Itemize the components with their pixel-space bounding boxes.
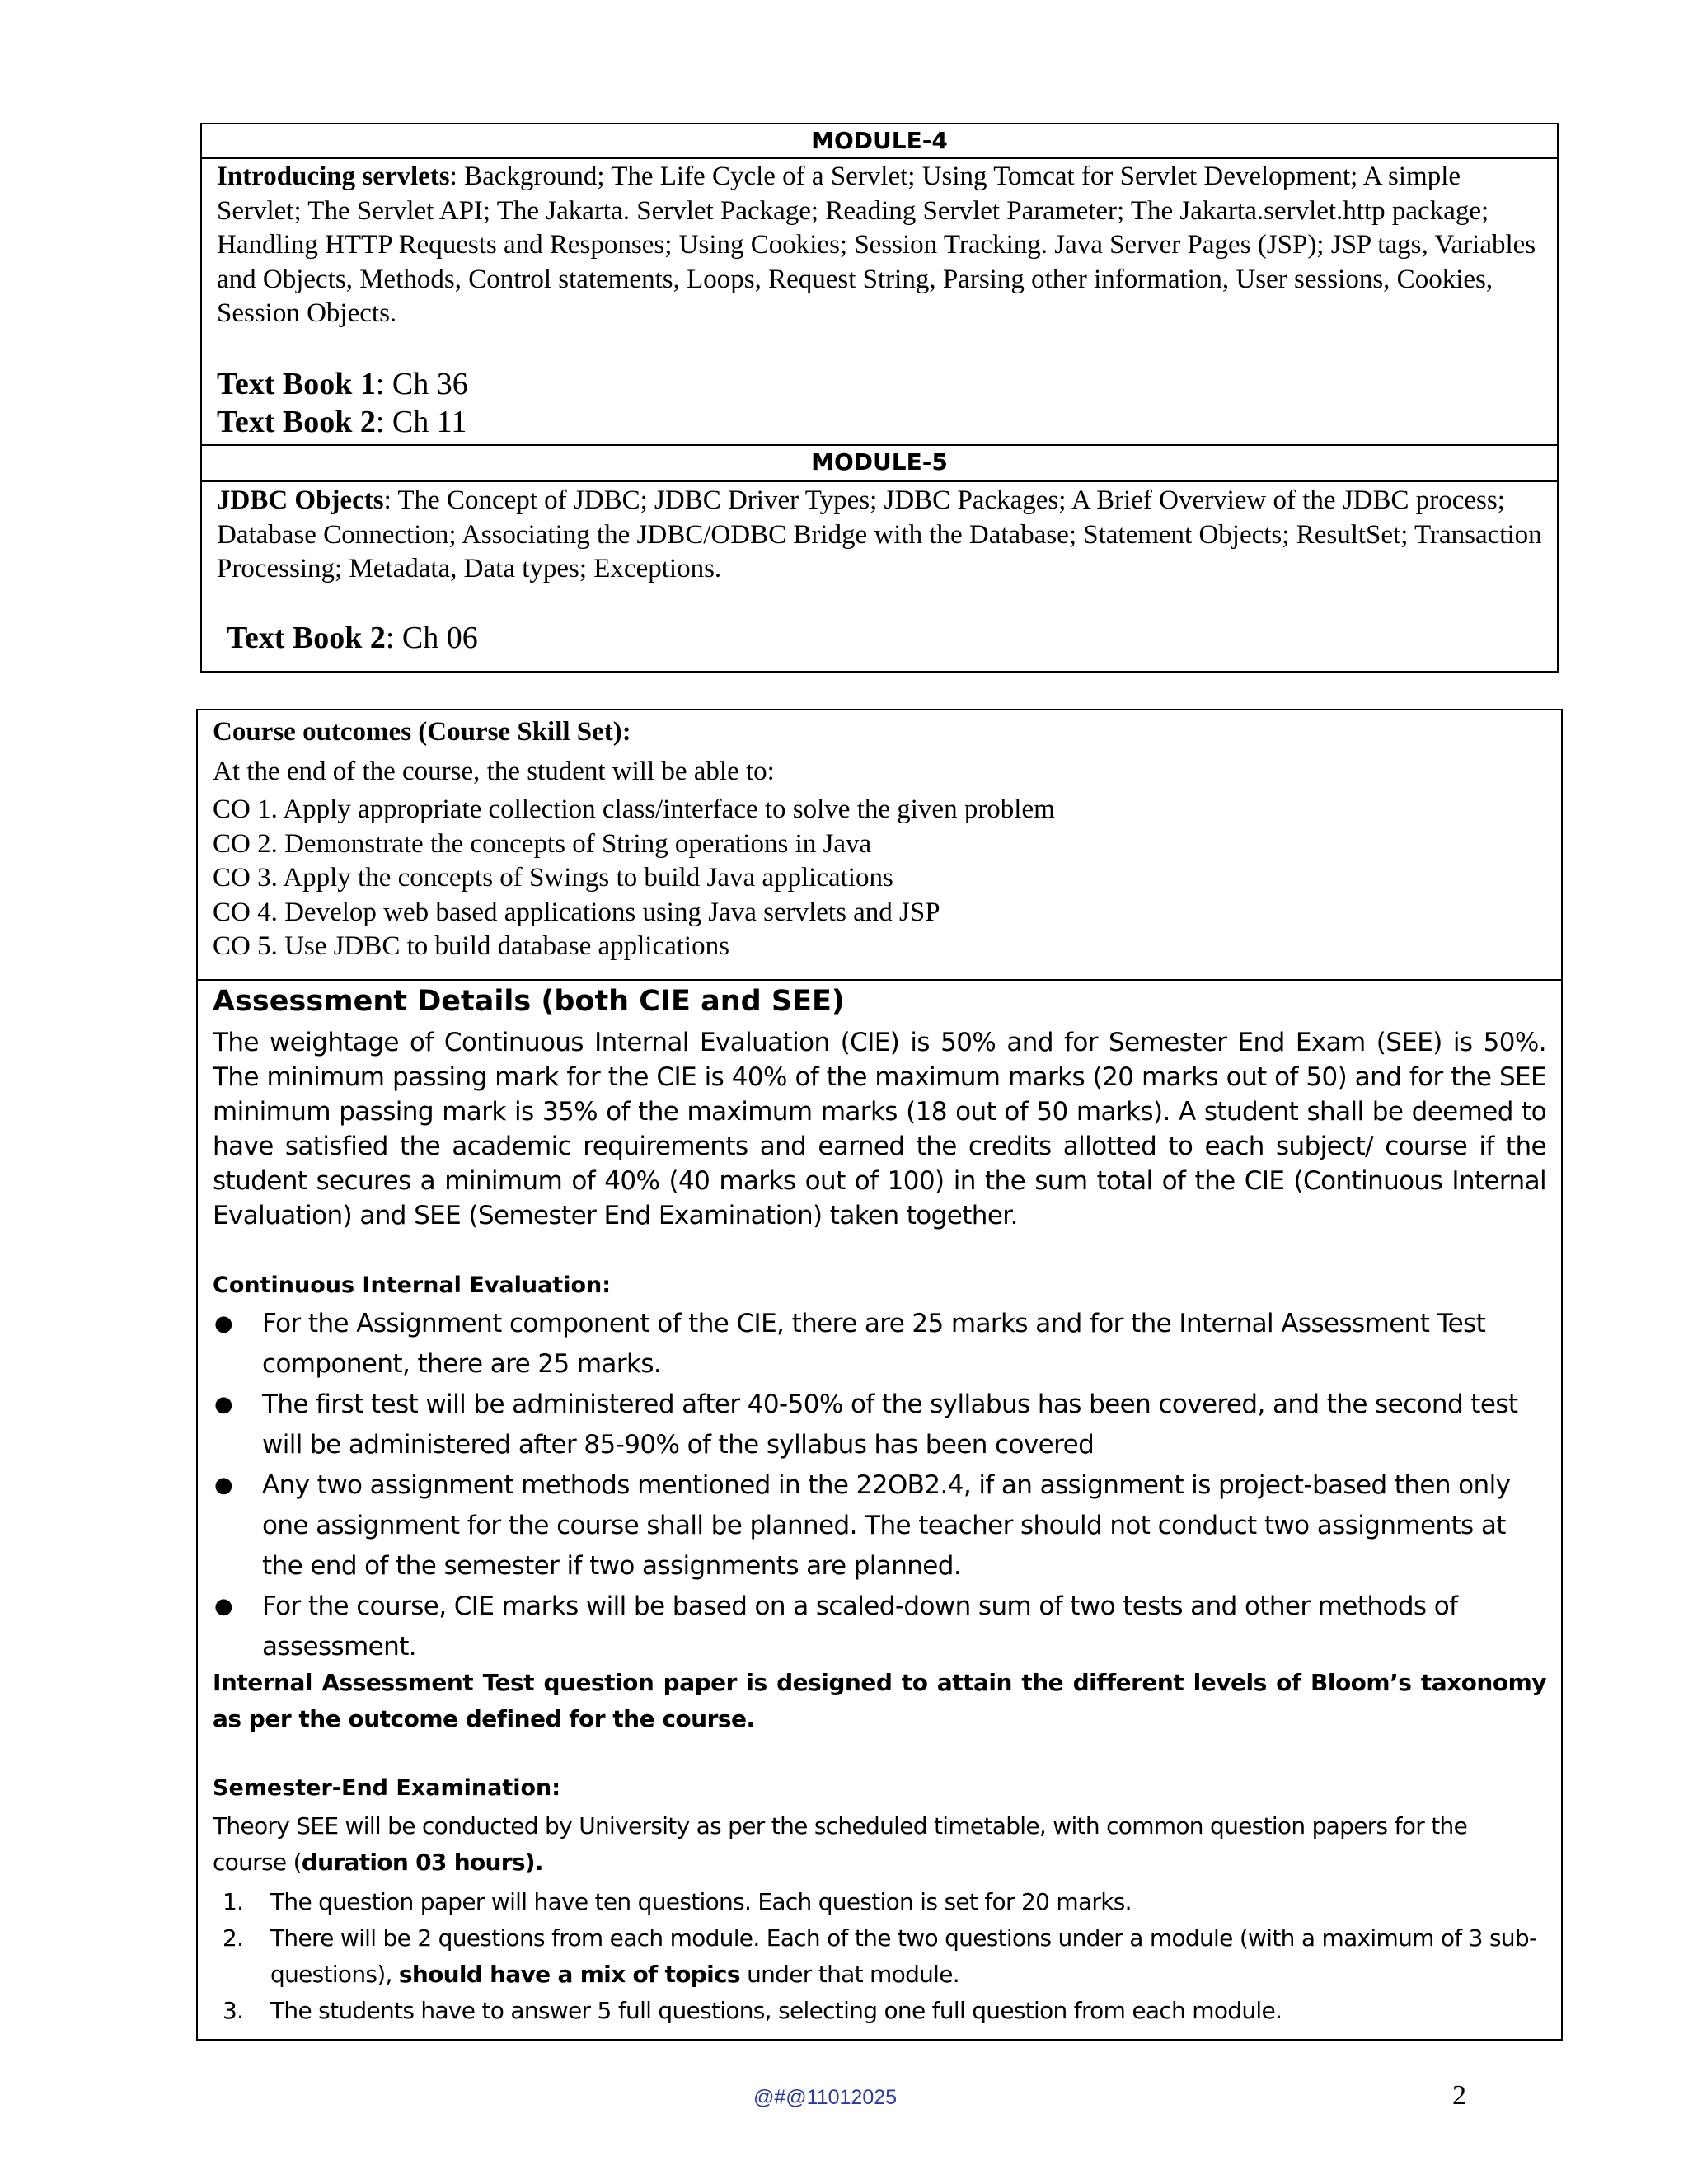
divider [198, 979, 1561, 981]
cie-list [213, 1304, 1546, 1667]
module-5-heading: MODULE-5 [811, 448, 948, 476]
module-4-content [217, 160, 1542, 331]
list-item: CO 2. Demonstrate the concepts of String operations in Java [213, 828, 872, 859]
list-item: CO 4. Develop web based applications using Java servlets and JSP [213, 897, 940, 927]
assessment-paragraph: The weightage of Continuous Internal Evaluation (CIE) is 50% and for Semester End Exam (SEE) is 50%. The minimum passing mark for the CIE is 40% of the maximum marks (20 marks out of 50) and for the SEE minimum passing mark is 35% of the maximum marks (18 out of 50 marks). A student shall be deemed to have satisfied the academic requirements and earned the credits allotted to each subject/ course if the student secures a minimum of 40% (40 marks out of 100) in the sum total of the CIE (Continuous Internal Evaluation) and SEE (Semester End Examination) taken together. [213, 1028, 1546, 1230]
list-item: 1. The question paper will have ten questions. Each question is set for 20 marks. [223, 1888, 1132, 1915]
see-intro: Theory SEE will be conducted by University as per the scheduled timetable, with common question papers for the course (duration 03 hours). [213, 1812, 1468, 1876]
list-item: ● The first test will be administered after 40-50% of the syllabus has been covered, and the second test will be administered after 85-90% of the syllabus has been covered [213, 1385, 1546, 1465]
bullet-icon: ● [214, 1392, 233, 1417]
list-item: CO 5. Use JDBC to build database applications [213, 931, 729, 962]
list-item: ● For the Assignment component of the CIE, there are 25 marks and for the Internal Assessment Test component, there are 25 marks. [213, 1304, 1546, 1385]
divider [202, 157, 1557, 159]
module-4-textbook-1: Text Book 1: Ch 36 [217, 367, 468, 401]
course-outcomes-list [213, 793, 1055, 964]
module-5-textbook-2: Text Book 2: Ch 06 [227, 621, 478, 655]
divider [202, 444, 1557, 446]
module-5-lead: JDBC Objects [217, 485, 384, 515]
see-list [213, 1884, 1546, 2029]
list-item: 3. The students have to answer 5 full questions, selecting one full question from each module. [223, 1997, 1282, 2024]
cie-note: Internal Assessment Test question paper is designed to attain the different levels of Bloom’s taxonomy as per the outcome defined for the course. [213, 1669, 1546, 1732]
bullet-icon: ● [214, 1594, 233, 1619]
module-5-text: : The Concept of JDBC; JDBC Driver Types; JDBC Packages; A Brief Overview of the JDBC process; Database Connection; Associating the JDBC/ODBC Bridge with the Database; Statement Objects; ResultSet; Transaction Processing; Metadata, Data types; Exceptions. [217, 485, 1542, 583]
module-4-heading: MODULE-4 [811, 127, 948, 154]
bullet-icon: ● [214, 1473, 233, 1497]
module-4-textbook-2: Text Book 2: Ch 11 [217, 405, 467, 439]
bullet-icon: ● [214, 1311, 233, 1336]
list-item: 2. There will be 2 questions from each module. Each of the two questions under a module (with a maximum of 3 sub-questions), should have a mix of topics under that module. [223, 1924, 1537, 1988]
list-item: ● For the course, CIE marks will be based on a scaled-down sum of two tests and other methods of assessment. [213, 1586, 1546, 1667]
course-outcomes-intro: At the end of the course, the student will be able to: [213, 757, 775, 786]
module-4-lead: Introducing servlets [217, 162, 450, 191]
list-item: CO 1. Apply appropriate collection class/interface to solve the given problem [213, 794, 1055, 824]
page-number: 2 [1452, 2080, 1466, 2111]
list-item: CO 3. Apply the concepts of Swings to build Java applications [213, 863, 893, 893]
outcomes-assessment-table [196, 709, 1563, 2041]
module-4-text: : Background; The Life Cycle of a Servlet; Using Tomcat for Servlet Development; A simple Servlet; The Servlet API; The Jakarta. Servlet Package; Reading Servlet Parameter; The Jakarta.servlet.http package; Handling HTTP Requests and Responses; Using Cookies; Session Tracking. Java Server Pages (JSP); JSP tags, Variables and Objects, Methods, Control statements, Loops, Request String, Parsing other information, User sessions, Cookies, Session Objects. [217, 162, 1536, 328]
cie-heading: Continuous Internal Evaluation: [213, 1272, 612, 1298]
module-5-content [217, 484, 1542, 587]
divider [202, 480, 1557, 482]
course-outcomes-title: Course outcomes (Course Skill Set): [213, 717, 631, 747]
list-item: ● Any two assignment methods mentioned in the 22OB2.4, if an assignment is project-based then only one assignment for the course shall be planned. The teacher should not conduct two assignments at the end of the semester if two assignments are planned. [213, 1465, 1546, 1586]
assessment-title: Assessment Details (both CIE and SEE) [213, 985, 845, 1018]
footer-code: @#@11012025 [753, 2086, 898, 2109]
see-heading: Semester-End Examination: [213, 1775, 561, 1801]
modules-table [200, 123, 1559, 673]
